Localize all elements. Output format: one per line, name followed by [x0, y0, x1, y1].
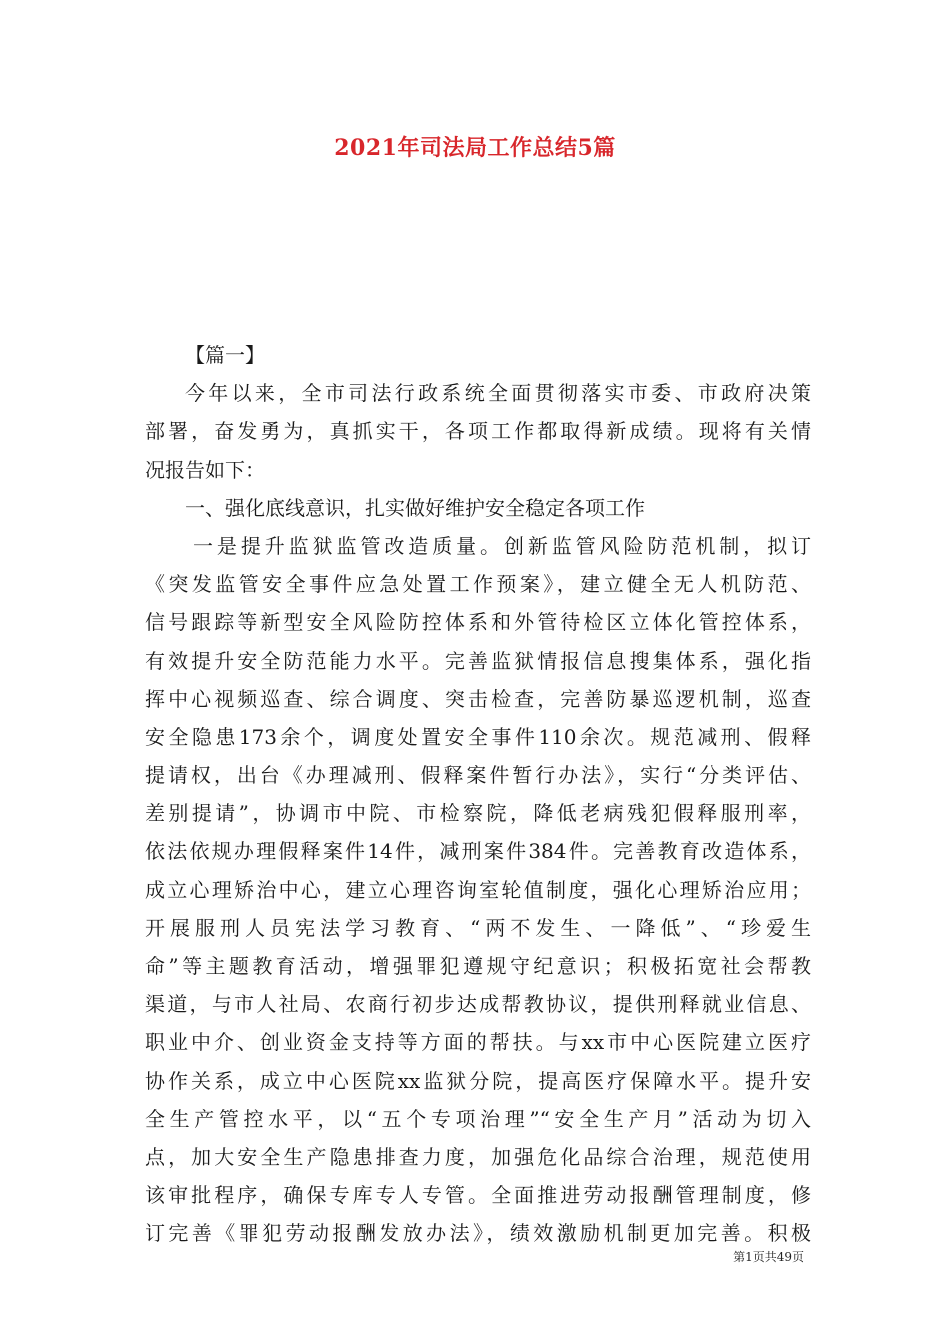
- paragraph-line: 命”等主题教育活动，增强罪犯遵规守纪意识；积极拓宽社会帮教: [145, 954, 811, 978]
- paragraph-line: 职业中介、创业资金支持等方面的帮扶。与xx市中心医院建立医疗: [145, 1030, 811, 1055]
- paragraph-line: 协作关系，成立中心医院xx监狱分院，提高医疗保障水平。提升安: [145, 1068, 811, 1093]
- paragraph-line: 依法依规办理假释案件14件，减刑案件384件。完善教育改造体系，: [145, 839, 811, 864]
- paragraph-line: 全生产管控水平，以“五个专项治理”“安全生产月”活动为切入: [145, 1106, 811, 1131]
- paragraph-line: 成立心理矫治中心，建立心理咨询室轮值制度，强化心理矫治应用；: [145, 877, 811, 902]
- paragraph-line: 《突发监管安全事件应急处置工作预案》，建立健全无人机防范、: [145, 572, 811, 597]
- page-number: 第1页共49页: [733, 1250, 804, 1264]
- paragraph-line: 安全隐患173余个，调度处置安全事件110余次。规范减刑、假释: [145, 724, 811, 749]
- paragraph-line: 有效提升安全防范能力水平。完善监狱情报信息搜集体系，强化指: [145, 648, 811, 673]
- paragraph-line: 挥中心视频巡查、综合调度、突击检查，完善防暴巡逻机制，巡查: [145, 686, 811, 711]
- paragraph-line: 信号跟踪等新型安全风险防控体系和外管待检区立体化管控体系，: [145, 610, 811, 635]
- paragraph-line: 今年以来，全市司法行政系统全面贯彻落实市委、市政府决策: [185, 381, 811, 406]
- paragraph-line: 差别提请”，协调市中院、市检察院，降低老病残犯假释服刑率，: [145, 801, 811, 826]
- document-body: [145, 336, 811, 1253]
- section-heading: 【篇一】: [185, 343, 265, 367]
- paragraph-line: 该审批程序，确保专库专人专管。全面推进劳动报酬管理制度，修: [145, 1183, 811, 1208]
- paragraph-line: 一是提升监狱监管改造质量。创新监管风险防范机制，拟订: [193, 533, 811, 558]
- paragraph-line: 渠道，与市人社局、农商行初步达成帮教协议，提供刑释就业信息、: [145, 992, 811, 1017]
- paragraph-line: 点，加大安全生产隐患排查力度，加强危化品综合治理，规范使用: [145, 1144, 811, 1169]
- subsection-heading: 一、强化底线意识，扎实做好维护安全稳定各项工作: [185, 495, 645, 520]
- paragraph-line: 开展服刑人员宪法学习教育、“两不发生、一降低”、“珍爱生: [145, 915, 811, 940]
- paragraph-line: 订完善《罪犯劳动报酬发放办法》，绩效激励机制更加完善。积极: [145, 1221, 811, 1246]
- document-title: 2021年司法局工作总结5篇: [334, 135, 616, 161]
- paragraph-line: 部署，奋发勇为，真抓实干，各项工作都取得新成绩。现将有关情: [145, 419, 811, 444]
- paragraph-line: 提请权，出台《办理减刑、假释案件暂行办法》，实行“分类评估、: [145, 763, 811, 788]
- paragraph-line: 况报告如下：: [145, 457, 265, 482]
